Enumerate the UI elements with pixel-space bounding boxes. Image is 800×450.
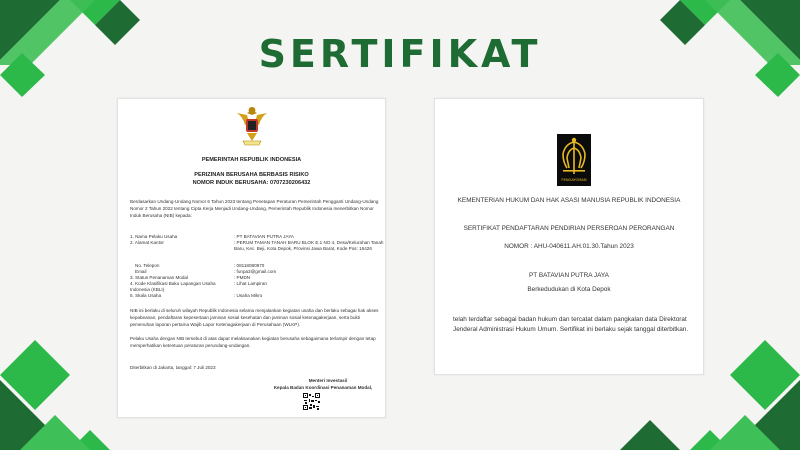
nib-certificate-document bbox=[117, 98, 386, 418]
emblem-label: PENGAYOMAN bbox=[561, 178, 587, 182]
field-label: 5. Skala Usaha bbox=[130, 293, 162, 298]
registration-statement: telah terdaftar sebagai badan hukum dan tercatat dalam pangkalan data Direktorat Jenderal Administrasi Hukum Umum. Sertifikat ini berlaku sejak tanggal diterbitkan. bbox=[453, 316, 689, 333]
field-row bbox=[130, 240, 384, 264]
field-value: : Usaha Mikro bbox=[234, 293, 263, 298]
garuda-emblem-icon bbox=[235, 103, 269, 147]
field-label: No. Telepon bbox=[135, 263, 160, 268]
field-value: : Lihat Lampiran bbox=[234, 281, 267, 286]
license-heading: PERIZINAN BERUSAHA BERBASIS RISIKO bbox=[194, 172, 309, 178]
field-value: : PMDN bbox=[234, 275, 251, 280]
government-heading: PEMERINTAH REPUBLIK INDONESIA bbox=[201, 157, 302, 163]
page-title: SERTIFIKAT bbox=[258, 32, 542, 76]
field-label: 4. Kode Klasifikasi Baku Lapangan Usaha Indonesia (KBLI) bbox=[130, 281, 216, 292]
company-name: PT BATAVIAN PUTRA JAYA bbox=[529, 272, 609, 279]
field-value: : PT BATAVIAN PUTRA JAYA bbox=[234, 234, 294, 239]
nib-number-heading: NOMOR INDUK BERUSAHA: 0707230206432 bbox=[192, 180, 311, 186]
field-label: Email bbox=[135, 269, 147, 274]
certificate-number: NOMOR : AHU-040611.AH.01.30.Tahun 2023 bbox=[504, 243, 634, 250]
field-value: : funpa3@gmail.com bbox=[234, 269, 277, 274]
field-label: 1. Nama Pelaku Usaha bbox=[130, 234, 178, 239]
validity-paragraph: NIB ini berlaku di seluruh wilayah Republik Indonesia selama menjalankan kegiatan usaha dan berlaku sebagai hak akses kepabeanan, pendaftaran kepesertaan jaminan sosial kesehatan dan jaminan sosial ketenagakerjaan, serta bukti pemenuhan laporan pertama Wajib Lapor Ketenagakerjaan di Perusahaan (WLKP). bbox=[130, 308, 379, 327]
issue-date: Diterbitkan di Jakarta, tanggal: 7 Juli 2023 bbox=[130, 365, 216, 370]
company-registration-certificate bbox=[434, 98, 704, 375]
signer-position: Kepala Badan Koordinasi Penanaman Modal, bbox=[273, 385, 373, 390]
ministry-heading: KEMENTERIAN HUKUM DAN HAK ASASI MANUSIA REPUBLIK INDONESIA bbox=[457, 197, 681, 204]
field-row bbox=[130, 281, 380, 293]
bottom-left-decoration bbox=[0, 340, 110, 450]
company-domicile: Berkedudukan di Kota Depok bbox=[527, 286, 611, 293]
field-value: : PERUM TAMAN TANAH BARU BLOK E.1 NO 4, Desa/Kelurahan Tanah Baru, Kec. Beji, Kota Depok, Provinsi Jawa Barat, Kode Pos: 16426 bbox=[234, 240, 384, 251]
certificate-title: SERTIFIKAT PENDAFTARAN PENDIRIAN PERSEROAN PERORANGAN bbox=[463, 225, 675, 232]
field-value: : 08118080970 bbox=[234, 263, 265, 268]
signer-title: Menteri Investasi/ bbox=[308, 378, 348, 383]
kemenkumham-emblem-icon bbox=[557, 134, 591, 186]
field-label: 2. Alamat Kantor bbox=[130, 240, 164, 245]
qr-code-icon bbox=[303, 393, 320, 410]
intro-paragraph: Berdasarkan Undang-Undang Nomor 6 Tahun 2023 tentang Penetapan Peraturan Pemerintah Pengganti Undang-Undang Nomor 2 Tahun 2022 tentang Cipta Kerja Menjadi Undang-Undang, Pemerintah Republik Indonesia menerbitkan Nomor Induk Berusaha (NIB) kepada: bbox=[130, 199, 379, 218]
field-row bbox=[130, 293, 380, 299]
field-label: 3. Status Penanaman Modal bbox=[130, 275, 188, 280]
permission-paragraph: Pelaku Usaha dengan NIB tersebut di atas dapat melaksanakan kegiatan berusaha sebagaimana terlampir dengan tetap memperhatikan ketentuan peraturan perundang-undangan. bbox=[130, 336, 376, 348]
